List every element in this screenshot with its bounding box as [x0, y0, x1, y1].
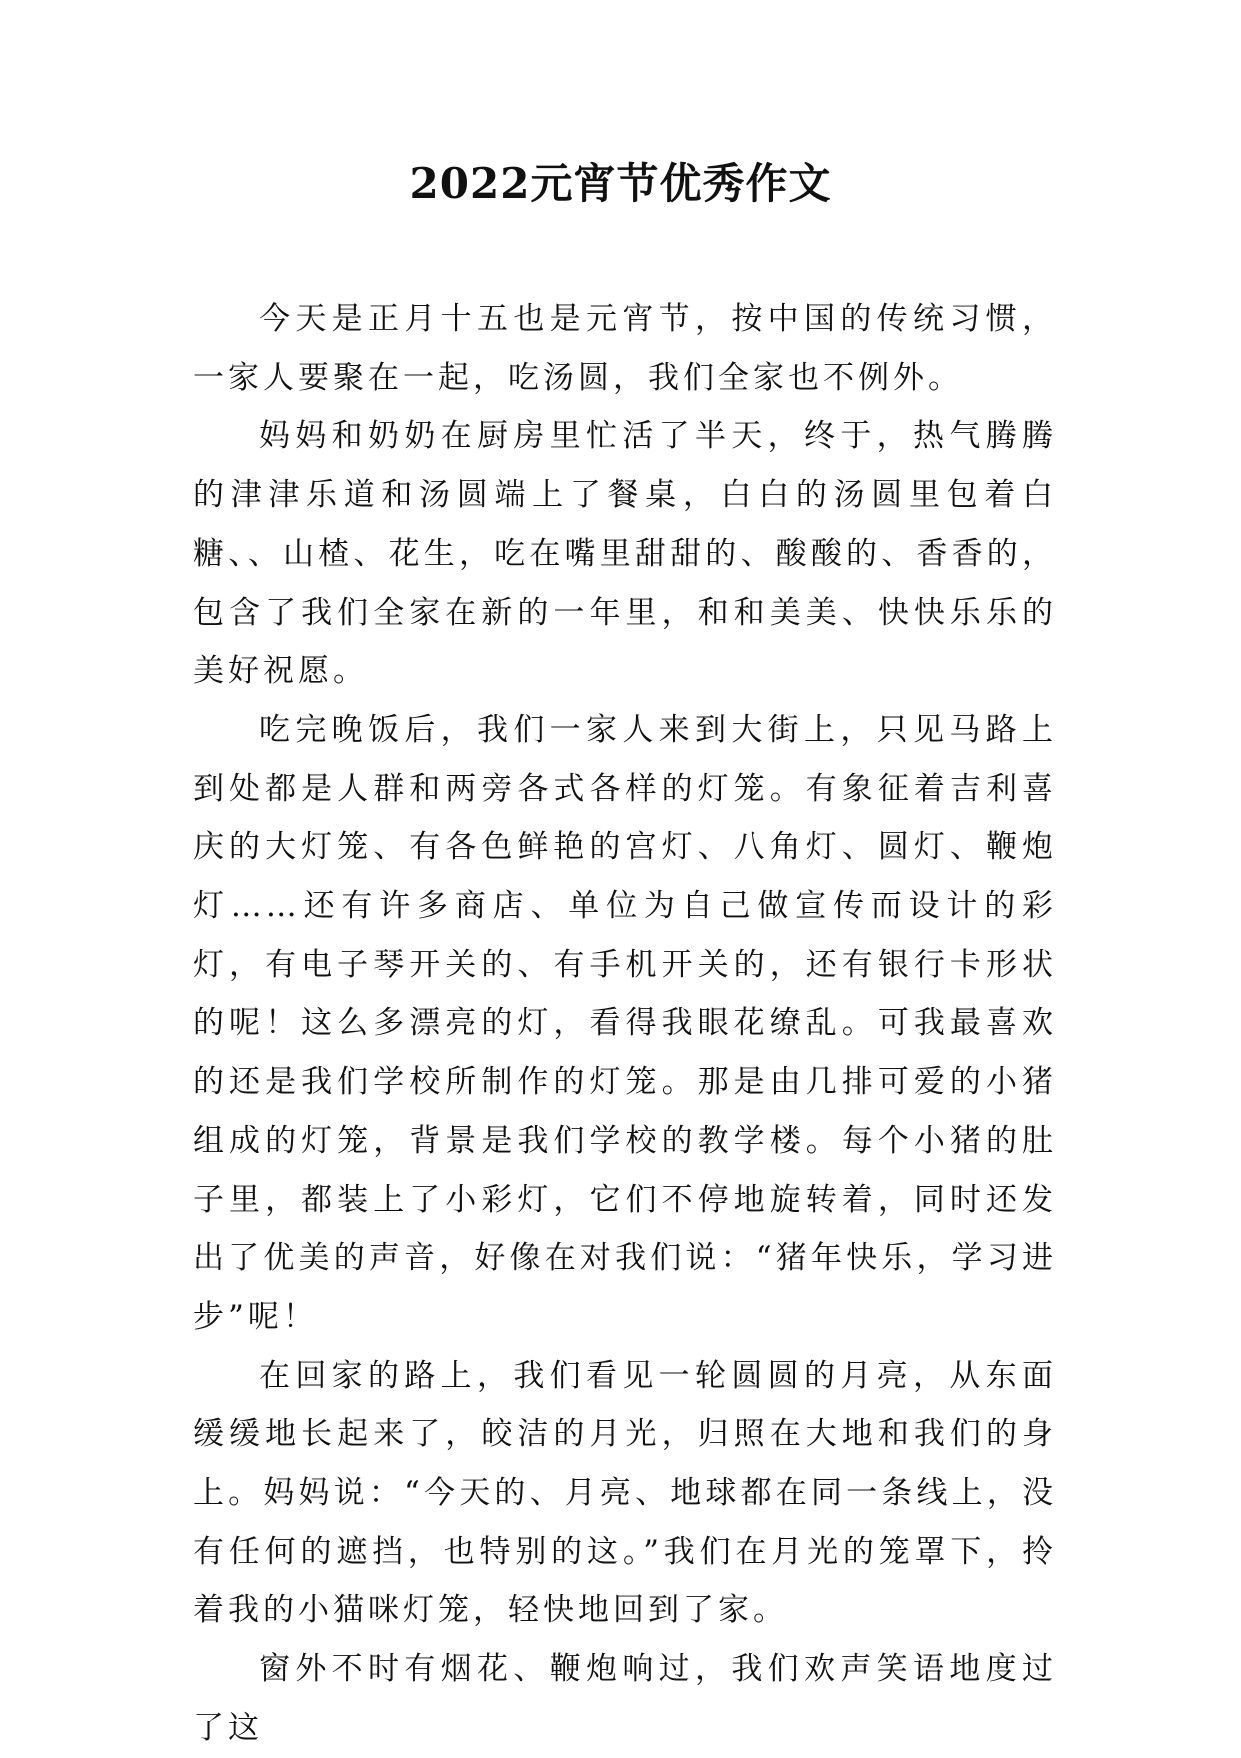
paragraph: 在回家的路上，我们看见一轮圆圆的月亮，从东面缓缓地长起来了，皎洁的月光，归照在大地和我们的身上。妈妈说：“今天的、月亮、地球都在同一条线上，没有任何的遮挡，也特别的这。”我们在月光的笼罩下，拎着我的小猫咪灯笼，轻快地回到了家。 — [193, 1357, 1057, 1629]
paragraph: 妈妈和奶奶在厨房里忙活了半天，终于，热气腾腾的津津乐道和汤圆端上了餐桌，白白的汤圆里包着白糖、、山楂、花生，吃在嘴里甜甜的、酸酸的、香香的，包含了我们全家在新的一年里，和和美美、快快乐乐的美好祝愿。 — [193, 418, 1057, 690]
document-title: 2022元宵节优秀作文 — [409, 159, 832, 208]
document-body — [193, 290, 1057, 1758]
paragraph: 今天是正月十五也是元宵节，按中国的传统习惯，一家人要聚在一起，吃汤圆，我们全家也不例外。 — [193, 301, 1057, 396]
paragraph: 吃完晚饭后，我们一家人来到大街上，只见马路上到处都是人群和两旁各式各样的灯笼。有象征着吉利喜庆的大灯笼、有各色鲜艳的宫灯、八角灯、圆灯、鞭炮灯……还有许多商店、单位为自己做宣传而设计的彩灯，有电子琴开关的、有手机开关的，还有银行卡形状的呢！这么多漂亮的灯，看得我眼花缭乱。可我最喜欢的还是我们学校所制作的灯笼。那是由几排可爱的小猪组成的灯笼，背景是我们学校的教学楼。每个小猪的肚子里，都装上了小彩灯，它们不停地旋转着，同时还发出了优美的声音，好像在对我们说：“猪年快乐，学习进步”呢！ — [193, 711, 1057, 1335]
paragraph: 窗外不时有烟花、鞭炮响过，我们欢声笑语地度过了这 — [193, 1651, 1057, 1746]
